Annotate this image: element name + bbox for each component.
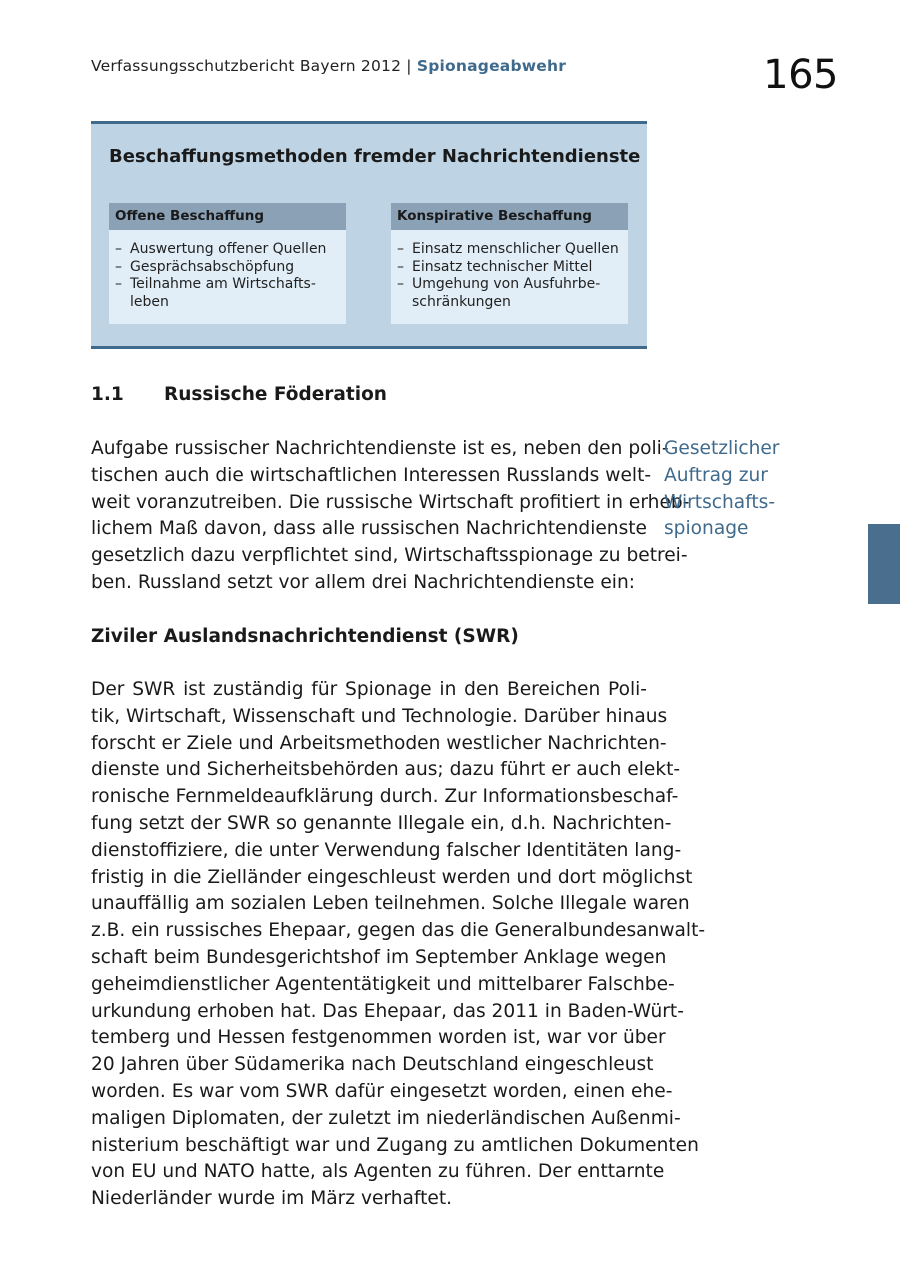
chapter-tab	[868, 524, 900, 604]
text-line: weit voranzutreiben. Die russische Wirtschaft profitiert in erheb-	[91, 491, 690, 513]
text-line: z.B. ein russisches Ehepaar, gegen das die Generalbundesanwalt-	[91, 920, 706, 942]
list-item: – Einsatz menschlicher Quellen	[397, 241, 622, 259]
text-line: fristig in die Zielländer eingeschleust werden und dort möglichst	[91, 866, 693, 888]
list-item: – Umgehung von Ausfuhrbe-	[397, 276, 622, 294]
text-line: lichem Maß davon, dass alle russischen Nachrichtendienste	[91, 518, 647, 540]
margin-note-line: Auftrag zur	[664, 464, 768, 486]
text-line: dienste und Sicherheitsbehörden aus; dazu führt er auch elekt-	[91, 759, 681, 781]
list-item-continuation: schränkungen	[412, 293, 511, 310]
paragraph-intro	[91, 436, 690, 597]
text-line: geheimdienstlicher Agententätigkeit und mittelbarer Falschbe-	[91, 973, 675, 995]
text-line: unauffällig am sozialen Leben teilnehmen. Solche Illegale waren	[91, 893, 690, 915]
covert-procurement-list	[391, 230, 628, 311]
open-procurement-heading: Offene Beschaffung	[109, 203, 346, 230]
text-line: gesetzlich dazu verpflichtet sind, Wirtschaftsspionage zu betrei-	[91, 545, 688, 567]
text-line: Der SWR ist zuständig für Spionage in den Bereichen Poli-	[91, 679, 647, 700]
list-item: – Gesprächsabschöpfung	[115, 259, 340, 277]
section-name: Spionageabwehr	[416, 57, 567, 75]
paragraph-swr	[91, 677, 706, 1213]
margin-note-line: Gesetzlicher	[664, 438, 780, 459]
info-box	[91, 121, 647, 349]
page-number: 165	[763, 52, 838, 98]
margin-note	[664, 436, 814, 543]
running-header	[91, 57, 566, 75]
text-line: worden. Es war vom SWR dafür eingesetzt worden, einen ehe-	[91, 1080, 673, 1102]
text-line: von EU und NATO hatte, als Agenten zu führen. Der enttarnte	[91, 1161, 665, 1183]
open-procurement-list	[109, 230, 346, 311]
publication-title: Verfassungsschutzbericht Bayern 2012 |	[91, 57, 412, 75]
list-item: – Einsatz technischer Mittel	[397, 259, 622, 277]
text-line: ronische Fernmeldeaufklärung durch. Zur Informationsbeschaf-	[91, 786, 679, 808]
margin-note-line: spionage	[664, 518, 749, 540]
text-line: Aufgabe russischer Nachrichtendienste ist es, neben den poli-	[91, 438, 669, 459]
text-line: fung setzt der SWR so genannte Illegale ein, d.h. Nachrichten-	[91, 812, 672, 834]
section-number: 1.1	[91, 384, 124, 405]
text-line: dienstoffiziere, die unter Verwendung falscher Identitäten lang-	[91, 839, 682, 861]
section-title: Russische Föderation	[164, 384, 387, 405]
text-line: schaft beim Bundesgerichtshof im September Anklage wegen	[91, 946, 667, 968]
margin-note-line: Wirtschafts-	[664, 491, 776, 513]
covert-procurement-column	[391, 203, 628, 324]
text-line: tik, Wirtschaft, Wissenschaft und Technologie. Darüber hinaus	[91, 705, 668, 727]
list-item-continuation: leben	[130, 293, 169, 310]
covert-procurement-heading: Konspirative Beschaffung	[391, 203, 628, 230]
subheading-swr: Ziviler Auslandsnachrichtendienst (SWR)	[91, 626, 519, 647]
text-line: 20 Jahren über Südamerika nach Deutschland eingeschleust	[91, 1054, 654, 1076]
text-line: urkundung erhoben hat. Das Ehepaar, das 2011 in Baden-Würt-	[91, 1000, 684, 1022]
text-line: Niederländer wurde im März verhaftet.	[91, 1188, 453, 1210]
text-line: forscht er Ziele und Arbeitsmethoden westlicher Nachrichten-	[91, 732, 667, 754]
text-line: nisterium beschäftigt war und Zugang zu amtlichen Dokumenten	[91, 1134, 699, 1156]
text-line: temberg und Hessen festgenommen worden ist, war vor über	[91, 1027, 666, 1049]
text-line: tischen auch die wirtschaftlichen Interessen Russlands welt-	[91, 464, 652, 486]
info-box-title: Beschaffungsmethoden fremder Nachrichtendienste	[109, 146, 641, 167]
list-item: – Auswertung offener Quellen	[115, 241, 340, 259]
text-line: maligen Diplomaten, der zuletzt im niederländischen Außenmi-	[91, 1107, 681, 1129]
list-item: – Teilnahme am Wirtschafts-	[115, 276, 340, 294]
text-line: ben. Russland setzt vor allem drei Nachrichtendienste ein:	[91, 571, 636, 593]
open-procurement-column	[109, 203, 346, 324]
